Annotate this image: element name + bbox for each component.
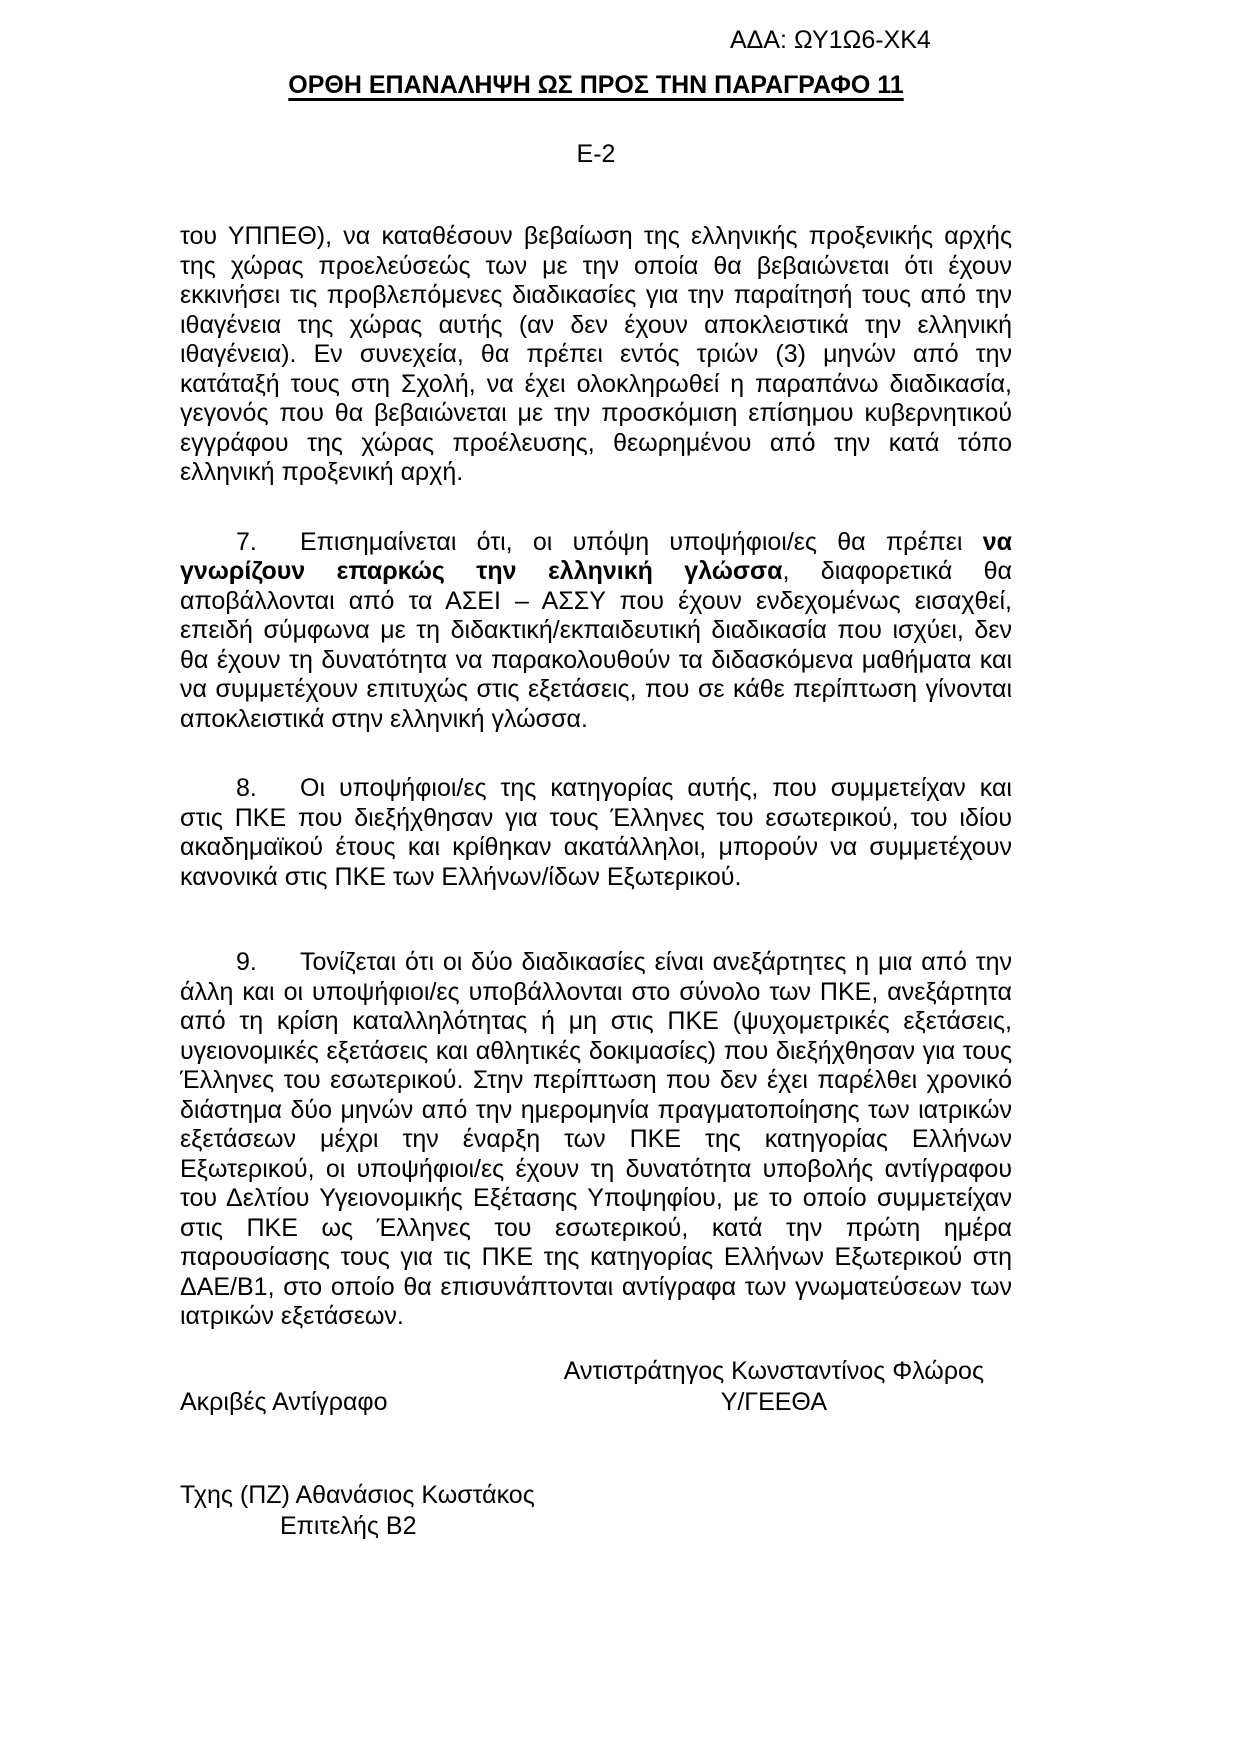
paragraph	[180, 222, 1012, 488]
signature-row	[180, 1356, 1012, 1418]
paragraph	[180, 948, 1012, 1332]
page-label: Ε-2	[576, 140, 616, 168]
paragraph-text: του ΥΠΠΕΘ), να καταθέσουν βεβαίωση της ελληνικής προξενικής αρχής της χώρας προελεύσεώς των με την οποία θα βεβαιώνεται ότι έχουν εκκινήσει τις προβλεπόμενες διαδικασίες για την παραίτησή τους από την ιθαγένεια της χώρας αυτής (αν δεν έχουν αποκλειστικά την ελληνική ιθαγένεια). Εν συνεχεία, θα πρέπει εντός τριών (3) μηνών από την κατάταξή τους στη Σχολή, να έχει ολοκληρωθεί η παραπάνω διαδικασία, γεγονός που θα βεβαιώνεται με την προσκόμιση επίσημου κυβερνητικού εγγράφου της χώρας προέλευσης, θεωρημένου από την κατά τόπο ελληνική προξενική αρχή.	[180, 222, 1012, 486]
document-content	[180, 0, 1012, 1542]
commander-signature-block	[564, 1356, 984, 1418]
paragraph-number: 9.	[236, 948, 257, 976]
paragraph	[180, 528, 1012, 735]
commander-name: Αντιστράτηγος Κωνσταντίνος Φλώρος	[563, 1356, 984, 1385]
ada-code: ΑΔΑ: ΩΥ1Ω6-ΧΚ4	[730, 26, 931, 54]
author-role: Επιτελής Β2	[280, 1511, 417, 1540]
document-title	[180, 70, 1012, 100]
paragraph-text: , διαφορετικά θα αποβάλλονται από τα ΑΣΕΙ – ΑΣΣΥ που έχουν ενδεχομένως εισαχθεί, επειδή σύμφωνα με τη διδακτική/εκπαιδευτική διαδικασία που ισχύει, δεν θα έχουν τη δυνατότητα να παρακολουθούν τα διδασκόμενα μαθήματα και να συμμετέχουν επιτυχώς στις εξετάσεις, που σε κάθε περίπτωση γίνονται αποκλειστικά στην ελληνική γλώσσα.	[180, 557, 1012, 733]
document-body	[180, 222, 1012, 1332]
paragraph	[180, 774, 1012, 892]
paragraph-number: 7.	[236, 527, 257, 556]
paragraph-text: Επισημαίνεται ότι, οι υπόψη υποψήφιοι/ες θα πρέπει	[300, 527, 983, 556]
paragraph-text: Οι υποψήφιοι/ες της κατηγορίας αυτής, που συμμετείχαν και στις ΠΚΕ που διεξήχθησαν για τους Έλληνες του εσωτερικού, του ιδίου ακαδημαϊκού έτους και κρίθηκαν ακατάλληλοι, μπορούν να συμμετέχουν κανονικά στις ΠΚΕ των Ελλήνων/ίδων Εξωτερικού.	[180, 774, 1012, 891]
paragraph-number: 8.	[236, 774, 257, 802]
paragraph-text: Τονίζεται ότι οι δύο διαδικασίες είναι ανεξάρτητες η μια από την άλλη και οι υποψήφιοι/ες υποβάλλονται στο σύνολο των ΠΚΕ, ανεξάρτητα από τη κρίση καταλληλότητας ή μη στις ΠΚΕ (ψυχομετρικές εξετάσεις, υγειονομικές εξετάσεις και αθλητικές δοκιμασίες) που διεξήχθησαν για τους Έλληνες του εσωτερικού. Στην περίπτωση που δεν έχει παρέλθει χρονικό διάστημα δύο μηνών από την ημερομηνία πραγματοποίησης των ιατρικών εξετάσεων μέχρι την έναρξη των ΠΚΕ της κατηγορίας Ελλήνων Εξωτερικού, οι υποψήφιοι/ες έχουν τη δυνατότητα υποβολής αντίγραφου του Δελτίου Υγειονομικής Εξέτασης Υποψηφίου, με το οποίο συμμετείχαν στις ΠΚΕ ως Έλληνες του εσωτερικού, κατά την πρώτη ημέρα παρουσίασης τους για τις ΠΚΕ της κατηγορίας Ελλήνων Εξωτερικού στη ΔΑΕ/Β1, στο οποίο θα επισυνάπτονται αντίγραφα των γνωματεύσεων των ιατρικών εξετάσεων.	[180, 948, 1012, 1330]
author-signature-block	[180, 1480, 1012, 1542]
commander-title: Υ/ΓΕΕΘΑ	[720, 1387, 828, 1416]
document-title-text: ΟΡΘΗ ΕΠΑΝΑΛΗΨΗ ΩΣ ΠΡΟΣ ΤΗΝ ΠΑΡΑΓΡΑΦΟ 11	[288, 71, 904, 99]
certified-copy-label: Ακριβές Αντίγραφο	[180, 1387, 388, 1416]
author-name: Τχης (ΠΖ) Αθανάσιος Κωστάκος	[180, 1480, 535, 1509]
paragraph-text-bold: να γνωρίζουν επαρκώς την ελληνική γλώσσα	[180, 527, 1012, 585]
